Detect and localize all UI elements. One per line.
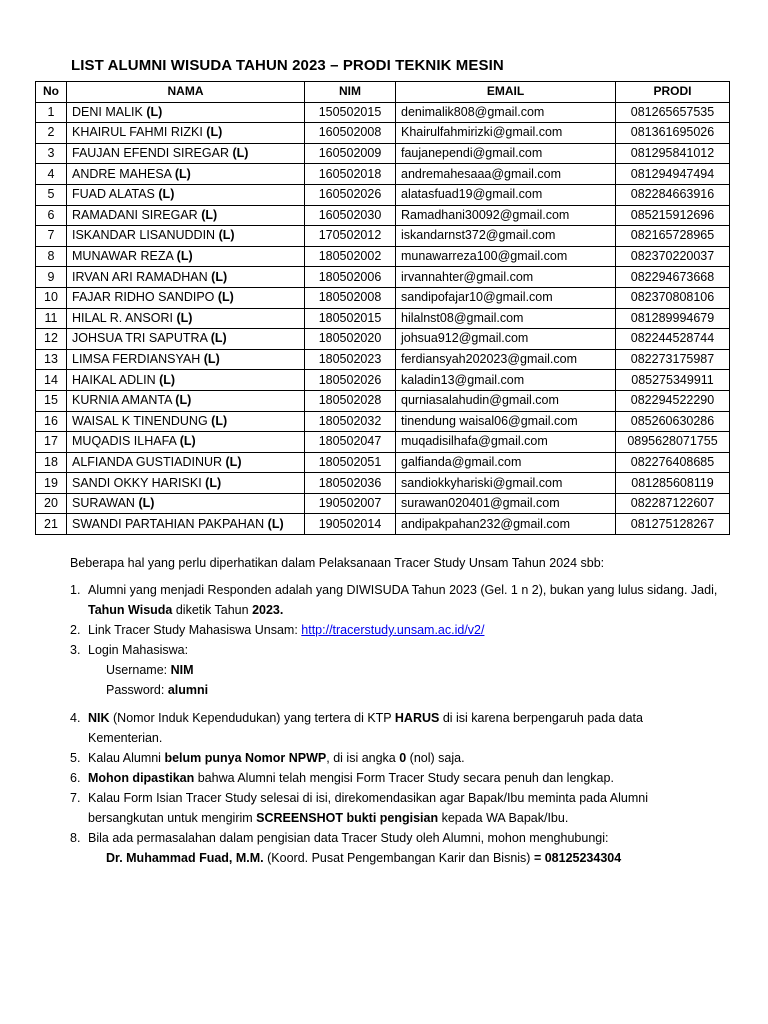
cell-nim: 180502002 <box>305 246 396 267</box>
cell-prodi: 082294522290 <box>616 390 730 411</box>
cell-name <box>67 349 305 370</box>
cell-name <box>67 267 305 288</box>
cell-no: 17 <box>36 432 67 453</box>
item-text: Alumni yang menjadi Responden adalah yang DIWISUDA Tahun 2023 (Gel. 1 n 2), bukan yang lulus sidang. Jadi, <box>88 583 718 597</box>
instruction-item-7 <box>70 788 750 828</box>
cell-nim: 160502009 <box>305 143 396 164</box>
item-text: Bila ada permasalahan dalam pengisian data Tracer Study oleh Alumni, mohon menghubungi: <box>88 831 609 845</box>
cell-name <box>67 226 305 247</box>
username-value: NIM <box>170 663 194 677</box>
cell-no: 12 <box>36 329 67 350</box>
cell-email: faujanependi@gmail.com <box>396 143 616 164</box>
table-row <box>36 411 730 432</box>
cell-name <box>67 308 305 329</box>
cell-nim: 180502008 <box>305 287 396 308</box>
table-row <box>36 226 730 247</box>
item-bold-text: 0 <box>399 751 407 765</box>
cell-nim: 180502051 <box>305 452 396 473</box>
cell-prodi: 082244528744 <box>616 329 730 350</box>
cell-prodi: 082370808106 <box>616 287 730 308</box>
gender-marker: (L) <box>217 290 234 305</box>
cell-no: 11 <box>36 308 67 329</box>
item-bold-text: HARUS <box>394 711 440 725</box>
cell-name <box>67 514 305 535</box>
gender-marker: (L) <box>267 516 284 531</box>
contact-name: Dr. Muhammad Fuad, M.M. <box>106 851 264 865</box>
alumni-name: ISKANDAR LISANUDDIN <box>72 228 216 243</box>
cell-no: 21 <box>36 514 67 535</box>
table-row <box>36 349 730 370</box>
gender-marker: (L) <box>175 393 192 408</box>
alumni-name: HAIKAL ADLIN <box>72 372 156 387</box>
gender-marker: (L) <box>232 146 249 161</box>
gender-marker: (L) <box>206 125 223 140</box>
cell-prodi: 081361695026 <box>616 123 730 144</box>
cell-name <box>67 102 305 123</box>
password-label: Password: <box>106 683 168 697</box>
gender-marker: (L) <box>218 228 235 243</box>
table-row <box>36 287 730 308</box>
item-number: 5. <box>70 751 81 765</box>
contact-role: (Koord. Pusat Pengembangan Karir dan Bisnis) <box>263 851 534 865</box>
gender-marker: (L) <box>205 475 222 490</box>
cell-prodi: 082276408685 <box>616 452 730 473</box>
cell-prodi: 082273175987 <box>616 349 730 370</box>
cell-email: alatasfuad19@gmail.com <box>396 184 616 205</box>
cell-prodi: 085215912696 <box>616 205 730 226</box>
cell-name <box>67 493 305 514</box>
alumni-table <box>35 81 730 535</box>
cell-no: 1 <box>36 102 67 123</box>
document-title: LIST ALUMNI WISUDA TAHUN 2023 – PRODI TEKNIK MESIN <box>71 57 504 74</box>
item-number: 7. <box>70 791 81 805</box>
cell-prodi: 081295841012 <box>616 143 730 164</box>
cell-email: Khairulfahmirizki@gmail.com <box>396 123 616 144</box>
item-text: (nol) saja. <box>406 751 465 765</box>
item-text: (Nomor Induk Kependudukan) yang tertera di KTP <box>109 711 395 725</box>
alumni-name: ANDRE MAHESA <box>72 166 172 181</box>
item-text: kepada WA Bapak/Ibu. <box>438 811 569 825</box>
table-row <box>36 329 730 350</box>
gender-marker: (L) <box>176 310 193 325</box>
cell-no: 13 <box>36 349 67 370</box>
gender-marker: (L) <box>203 352 220 367</box>
login-password-line <box>88 680 750 700</box>
cell-prodi: 082370220037 <box>616 246 730 267</box>
cell-name <box>67 164 305 185</box>
cell-name <box>67 370 305 391</box>
cell-nim: 180502020 <box>305 329 396 350</box>
cell-email: sandiokkyhariski@gmail.com <box>396 473 616 494</box>
item-text: , di isi angka <box>326 751 400 765</box>
cell-email: johsua912@gmail.com <box>396 329 616 350</box>
table-row <box>36 184 730 205</box>
username-label: Username: <box>106 663 171 677</box>
login-username-line <box>88 660 750 680</box>
alumni-name: DENI MALIK <box>72 104 143 119</box>
gender-marker: (L) <box>211 413 228 428</box>
cell-prodi: 081265657535 <box>616 102 730 123</box>
instructions-intro: Beberapa hal yang perlu diperhatikan dalam Pelaksanaan Tracer Study Unsam Tahun 2024 sbb: <box>70 556 605 570</box>
alumni-name: MUNAWAR REZA <box>72 249 174 264</box>
instruction-item-4 <box>70 708 750 748</box>
item-text: Login Mahasiswa: <box>88 643 189 657</box>
cell-email: tinendung waisal06@gmail.com <box>396 411 616 432</box>
alumni-name: IRVAN ARI RAMADHAN <box>72 269 208 284</box>
instruction-item-5 <box>70 748 750 768</box>
cell-nim: 170502012 <box>305 226 396 247</box>
cell-prodi: 0895628071755 <box>616 432 730 453</box>
cell-email: galfianda@gmail.com <box>396 452 616 473</box>
cell-nim: 160502030 <box>305 205 396 226</box>
column-header-nim: NIM <box>305 82 396 103</box>
cell-no: 14 <box>36 370 67 391</box>
gender-marker: (L) <box>179 434 196 449</box>
item-bold-text: NIK <box>88 711 110 725</box>
instructions-section <box>70 553 750 868</box>
instruction-item-1 <box>70 580 750 620</box>
gender-marker: (L) <box>211 269 228 284</box>
cell-nim: 180502032 <box>305 411 396 432</box>
table-row <box>36 267 730 288</box>
cell-nim: 180502006 <box>305 267 396 288</box>
instruction-item-6 <box>70 768 750 788</box>
cell-nim: 180502047 <box>305 432 396 453</box>
cell-nim: 160502018 <box>305 164 396 185</box>
alumni-name: FAUJAN EFENDI SIREGAR <box>72 146 229 161</box>
cell-name <box>67 390 305 411</box>
gender-marker: (L) <box>159 372 176 387</box>
item-number: 3. <box>70 643 81 657</box>
item-bold-text: belum punya Nomor NPWP <box>164 751 327 765</box>
instruction-item-2 <box>70 620 750 640</box>
gender-marker: (L) <box>225 454 242 469</box>
cell-name <box>67 246 305 267</box>
cell-prodi: 082284663916 <box>616 184 730 205</box>
cell-name <box>67 287 305 308</box>
cell-nim: 180502023 <box>305 349 396 370</box>
cell-email: sandipofajar10@gmail.com <box>396 287 616 308</box>
cell-email: Ramadhani30092@gmail.com <box>396 205 616 226</box>
alumni-name: MUQADIS ILHAFA <box>72 434 177 449</box>
cell-prodi: 081285608119 <box>616 473 730 494</box>
instruction-item-8 <box>70 828 750 868</box>
cell-nim: 180502036 <box>305 473 396 494</box>
cell-email: qurniasalahudin@gmail.com <box>396 390 616 411</box>
cell-email: ferdiansyah202023@gmail.com <box>396 349 616 370</box>
contact-phone: = 08125234304 <box>533 851 622 865</box>
item-text: bahwa Alumni telah mengisi Form Tracer Study secara penuh dan lengkap. <box>194 771 614 785</box>
table-row <box>36 308 730 329</box>
cell-no: 5 <box>36 184 67 205</box>
cell-email: denimalik808@gmail.com <box>396 102 616 123</box>
cell-name <box>67 432 305 453</box>
cell-nim: 180502015 <box>305 308 396 329</box>
cell-no: 20 <box>36 493 67 514</box>
cell-no: 10 <box>36 287 67 308</box>
table-row <box>36 432 730 453</box>
cell-name <box>67 123 305 144</box>
cell-nim: 150502015 <box>305 102 396 123</box>
cell-email: muqadisilhafa@gmail.com <box>396 432 616 453</box>
column-header-email: EMAIL <box>396 82 616 103</box>
alumni-name: KHAIRUL FAHMI RIZKI <box>72 125 203 140</box>
gender-marker: (L) <box>201 207 218 222</box>
cell-no: 18 <box>36 452 67 473</box>
table-row <box>36 102 730 123</box>
cell-name <box>67 184 305 205</box>
item-number: 1. <box>70 583 81 597</box>
cell-no: 9 <box>36 267 67 288</box>
alumni-name: KURNIA AMANTA <box>72 393 172 408</box>
table-row <box>36 205 730 226</box>
column-header-nama: NAMA <box>67 82 305 103</box>
gender-marker: (L) <box>146 104 163 119</box>
cell-email: munawarreza100@gmail.com <box>396 246 616 267</box>
cell-no: 16 <box>36 411 67 432</box>
cell-prodi: 081294947494 <box>616 164 730 185</box>
table-row <box>36 390 730 411</box>
cell-prodi: 085275349911 <box>616 370 730 391</box>
table-header-row <box>36 82 730 103</box>
alumni-name: ALFIANDA GUSTIADINUR <box>72 454 223 469</box>
cell-prodi: 081289994679 <box>616 308 730 329</box>
cell-email: iskandarnst372@gmail.com <box>396 226 616 247</box>
gender-marker: (L) <box>174 166 191 181</box>
password-value: alumni <box>167 683 209 697</box>
table-row <box>36 514 730 535</box>
instruction-item-3 <box>70 640 750 708</box>
cell-nim: 180502026 <box>305 370 396 391</box>
cell-email: surawan020401@gmail.com <box>396 493 616 514</box>
gender-marker: (L) <box>176 249 193 264</box>
cell-prodi: 082287122607 <box>616 493 730 514</box>
item-text: Kementerian. <box>88 731 163 745</box>
alumni-table-body <box>36 102 730 534</box>
item-text: Link Tracer Study Mahasiswa Unsam: <box>88 623 302 637</box>
item-number: 8. <box>70 831 81 845</box>
cell-name <box>67 411 305 432</box>
column-header-no: No <box>36 82 67 103</box>
table-row <box>36 143 730 164</box>
cell-no: 19 <box>36 473 67 494</box>
alumni-name: SWANDI PARTAHIAN PAKPAHAN <box>72 516 265 531</box>
tracer-study-link[interactable]: http://tracerstudy.unsam.ac.id/v2/ <box>301 623 485 637</box>
cell-email: andremahesaaa@gmail.com <box>396 164 616 185</box>
cell-name <box>67 143 305 164</box>
cell-prodi: 082294673668 <box>616 267 730 288</box>
table-row <box>36 164 730 185</box>
alumni-name: JOHSUA TRI SAPUTRA <box>72 331 208 346</box>
cell-email: kaladin13@gmail.com <box>396 370 616 391</box>
item-bold-text: 2023. <box>252 603 284 617</box>
contact-line <box>88 848 750 868</box>
table-row <box>36 370 730 391</box>
cell-name <box>67 205 305 226</box>
cell-nim: 160502008 <box>305 123 396 144</box>
cell-nim: 190502007 <box>305 493 396 514</box>
alumni-name: FUAD ALATAS <box>72 187 155 202</box>
cell-email: irvannahter@gmail.com <box>396 267 616 288</box>
cell-prodi: 081275128267 <box>616 514 730 535</box>
cell-nim: 180502028 <box>305 390 396 411</box>
gender-marker: (L) <box>138 496 155 511</box>
cell-no: 3 <box>36 143 67 164</box>
cell-nim: 190502014 <box>305 514 396 535</box>
cell-no: 8 <box>36 246 67 267</box>
item-bold-text: SCREENSHOT bukti pengisian <box>256 811 439 825</box>
item-text: di isi karena berpengaruh pada data <box>439 711 643 725</box>
table-row <box>36 452 730 473</box>
cell-nim: 160502026 <box>305 184 396 205</box>
cell-name <box>67 329 305 350</box>
gender-marker: (L) <box>210 331 227 346</box>
cell-email: andipakpahan232@gmail.com <box>396 514 616 535</box>
cell-no: 2 <box>36 123 67 144</box>
item-number: 4. <box>70 711 81 725</box>
table-row <box>36 493 730 514</box>
cell-no: 15 <box>36 390 67 411</box>
cell-no: 4 <box>36 164 67 185</box>
table-row <box>36 473 730 494</box>
item-text: bersangkutan untuk mengirim <box>88 811 257 825</box>
cell-email: hilalnst08@gmail.com <box>396 308 616 329</box>
instructions-list <box>70 580 750 868</box>
item-bold-text: Mohon dipastikan <box>88 771 195 785</box>
alumni-name: WAISAL K TINENDUNG <box>72 413 208 428</box>
alumni-name: LIMSA FERDIANSYAH <box>72 352 201 367</box>
gender-marker: (L) <box>158 187 175 202</box>
item-number: 6. <box>70 771 81 785</box>
cell-prodi: 082165728965 <box>616 226 730 247</box>
item-text: Kalau Alumni <box>88 751 165 765</box>
column-header-prodi: PRODI <box>616 82 730 103</box>
alumni-name: RAMADANI SIREGAR <box>72 207 198 222</box>
item-bold-text: Tahun Wisuda <box>88 603 173 617</box>
item-text: Kalau Form Isian Tracer Study selesai di isi, direkomendasikan agar Bapak/Ibu meminta pada Alumni <box>88 791 649 805</box>
cell-no: 6 <box>36 205 67 226</box>
alumni-name: HILAL R. ANSORI <box>72 310 173 325</box>
cell-no: 7 <box>36 226 67 247</box>
alumni-name: FAJAR RIDHO SANDIPO <box>72 290 215 305</box>
cell-name <box>67 452 305 473</box>
table-row <box>36 246 730 267</box>
item-text: diketik Tahun <box>172 603 253 617</box>
alumni-name: SURAWAN <box>72 496 135 511</box>
cell-prodi: 085260630286 <box>616 411 730 432</box>
alumni-name: SANDI OKKY HARISKI <box>72 475 202 490</box>
item-number: 2. <box>70 623 81 637</box>
table-row <box>36 123 730 144</box>
cell-name <box>67 473 305 494</box>
